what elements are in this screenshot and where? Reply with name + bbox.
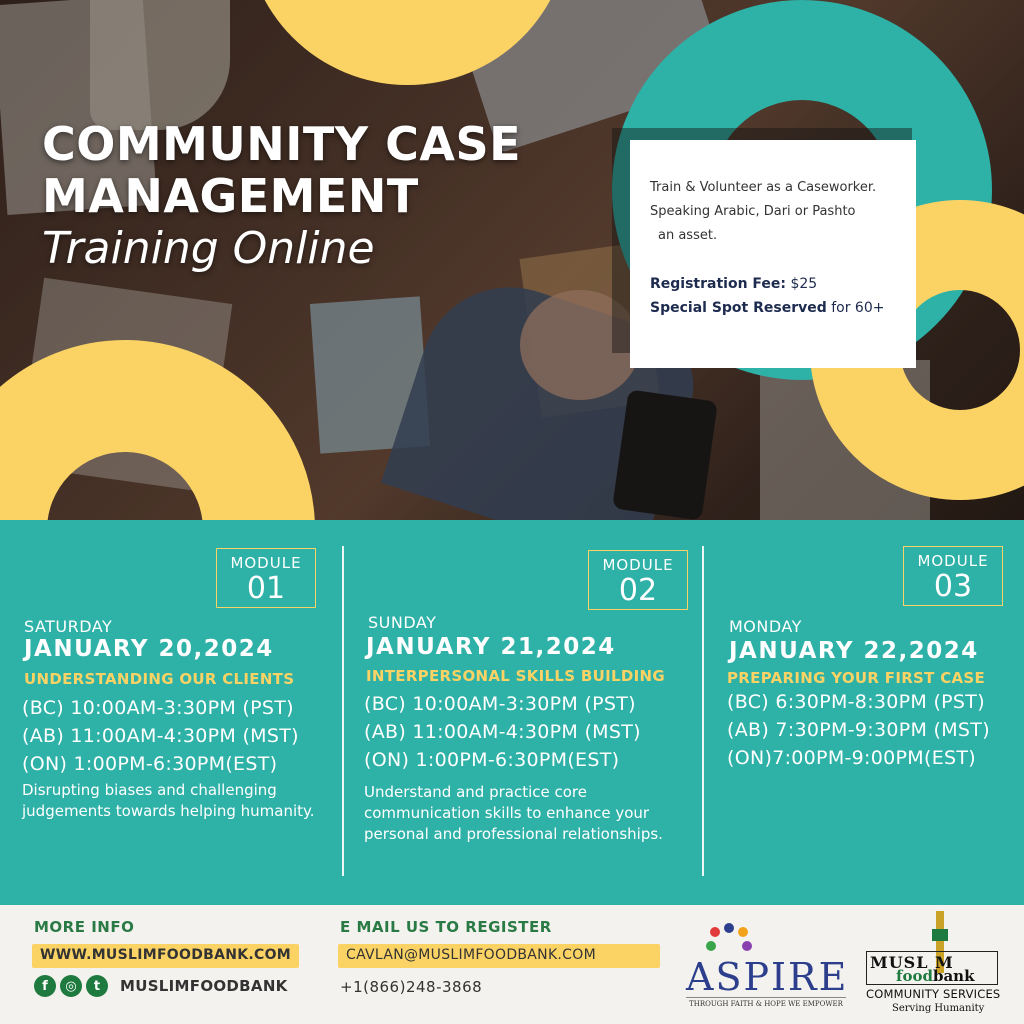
column-divider — [702, 546, 704, 876]
module-topic: INTERPERSONAL SKILLS BUILDING — [366, 667, 665, 685]
module-date: JANUARY 22,2024 — [729, 638, 979, 664]
module-topic: PREPARING YOUR FIRST CASE — [727, 669, 986, 687]
footer — [0, 905, 1024, 1024]
title-line: COMMUNITY CASE — [42, 117, 521, 171]
column-divider — [342, 546, 344, 876]
time-slot: (BC) 10:00AM-3:30PM (PST) — [364, 693, 636, 715]
fee-value: $25 — [790, 276, 818, 292]
desc-line: Understand and practice core — [364, 783, 587, 801]
special-spot — [650, 296, 900, 320]
module-description — [22, 780, 315, 822]
info-card — [630, 140, 916, 368]
desc-line: judgements towards helping humanity. — [22, 802, 315, 820]
more-info-heading: MORE INFO — [34, 918, 135, 936]
time-slot: (BC) 6:30PM-8:30PM (PST) — [727, 691, 985, 713]
time-slot: (AB) 11:00AM-4:30PM (MST) — [22, 725, 299, 747]
module-description — [364, 782, 663, 845]
logo-line-foodbank — [896, 967, 974, 985]
module-badge — [216, 548, 316, 608]
twitter-icon[interactable]: t — [86, 975, 108, 997]
email-heading: E MAIL US TO REGISTER — [340, 918, 552, 936]
module-date: JANUARY 21,2024 — [366, 634, 616, 660]
aspire-wordmark: ASPIRE — [686, 955, 849, 999]
page-title — [42, 118, 521, 276]
time-slot: (ON)7:00PM-9:00PM(EST) — [727, 747, 976, 769]
info-text: Train & Volunteer as a Caseworker. — [650, 180, 877, 195]
info-text: Speaking Arabic, Dari or Pashto — [650, 204, 856, 219]
social-links — [34, 975, 288, 997]
logo-bank: bank — [932, 967, 975, 985]
module-day: SATURDAY — [24, 617, 113, 636]
muslim-food-bank-logo — [866, 911, 1018, 1021]
module-badge — [903, 546, 1003, 606]
time-slot: (ON) 1:00PM-6:30PM(EST) — [364, 749, 620, 771]
social-handle[interactable]: MUSLIMFOODBANK — [120, 977, 288, 995]
logo-line-muslim: MUSL M — [870, 953, 954, 972]
fee-label: Registration Fee: — [650, 276, 787, 292]
time-slot: (BC) 10:00AM-3:30PM (PST) — [22, 697, 294, 719]
title-subline: Training Online — [42, 223, 375, 274]
time-slot: (ON) 1:00PM-6:30PM(EST) — [22, 753, 278, 775]
email-link[interactable]: CAVLAN@MUSLIMFOODBANK.COM — [338, 944, 660, 968]
registration-fee — [650, 272, 900, 296]
facebook-icon[interactable]: f — [34, 975, 56, 997]
logo-tagline: Serving Humanity — [892, 1003, 985, 1014]
instagram-icon[interactable]: ◎ — [60, 975, 82, 997]
spot-value: for 60+ — [831, 300, 885, 316]
module-times — [727, 688, 990, 772]
module-label: MODULE — [602, 556, 674, 574]
desc-line: communication skills to enhance your — [364, 804, 650, 822]
time-slot: (AB) 7:30PM-9:30PM (MST) — [727, 719, 990, 741]
module-number: 01 — [246, 571, 286, 606]
title-line: MANAGEMENT — [42, 169, 419, 223]
module-number: 03 — [933, 569, 973, 604]
module-label: MODULE — [230, 554, 302, 572]
module-times — [364, 690, 641, 774]
module-number: 02 — [618, 573, 658, 608]
module-badge — [588, 550, 688, 610]
aspire-tagline: THROUGH FAITH & HOPE WE EMPOWER — [686, 997, 846, 1008]
aspire-logo — [686, 923, 849, 1013]
desc-line: Disrupting biases and challenging — [22, 781, 277, 799]
phone-number[interactable]: +1(866)248-3868 — [340, 978, 483, 996]
info-text: an asset. — [658, 228, 718, 243]
website-link[interactable]: WWW.MUSLIMFOODBANK.COM — [32, 944, 299, 968]
module-topic: UNDERSTANDING OUR CLIENTS — [24, 670, 295, 688]
aspire-people-icon — [704, 923, 754, 957]
module-date: JANUARY 20,2024 — [24, 636, 274, 662]
time-slot: (AB) 11:00AM-4:30PM (MST) — [364, 721, 641, 743]
spot-label: Special Spot Reserved — [650, 300, 827, 316]
module-times — [22, 694, 299, 778]
module-day: SUNDAY — [368, 613, 437, 632]
logo-food: food — [896, 967, 933, 985]
logo-community-services: COMMUNITY SERVICES — [866, 987, 1001, 1001]
module-label: MODULE — [917, 552, 989, 570]
desc-line: personal and professional relationships. — [364, 825, 663, 843]
module-day: MONDAY — [729, 617, 802, 636]
modules-section — [0, 520, 1024, 905]
